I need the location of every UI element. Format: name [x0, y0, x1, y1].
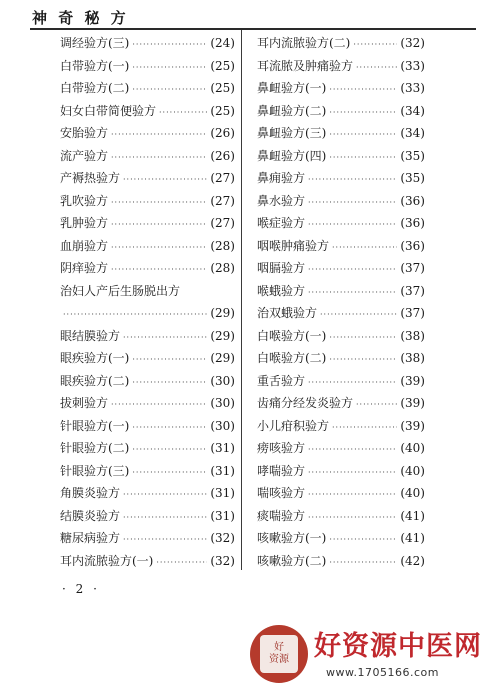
- toc-entry-page: (24): [210, 36, 235, 50]
- dot-leader: [329, 102, 397, 125]
- toc-entry-title: 耳内流脓验方(一): [60, 553, 154, 568]
- dot-leader: [308, 462, 397, 485]
- toc-entry-page: (41): [400, 508, 425, 523]
- dot-leader: [111, 192, 207, 215]
- toc-entry-page: (32): [400, 36, 425, 50]
- seal-text-bottom: 资源: [269, 654, 289, 665]
- dot-leader: [308, 214, 397, 237]
- dot-leader: [123, 529, 207, 552]
- toc-entry-page: (29): [210, 328, 235, 343]
- toc-entry: [60, 235, 235, 258]
- toc-entry-title: 血崩验方: [60, 238, 109, 253]
- toc-entry-page: (26): [210, 126, 235, 140]
- dot-leader: [329, 79, 397, 102]
- toc-entry-page: (36): [400, 238, 425, 253]
- dot-leader: [111, 259, 207, 282]
- toc-entry: [257, 235, 425, 258]
- toc-entry: [60, 32, 235, 55]
- toc-entry-title: 流产验方: [60, 148, 109, 163]
- toc-entry-title: 阴痒验方: [60, 261, 109, 275]
- toc-entry: [257, 190, 425, 213]
- dot-leader: [329, 552, 397, 575]
- dot-leader: [132, 349, 207, 372]
- toc-entry-title: 耳流脓及肿痛验方: [257, 58, 354, 73]
- toc-entry-title: 喉症验方: [257, 216, 306, 230]
- toc-entry-page: (32): [210, 531, 235, 545]
- toc-entry-page: (32): [210, 553, 235, 568]
- dot-leader: [111, 147, 207, 170]
- toc-entry-title: 哮喘验方: [257, 463, 306, 478]
- dot-leader: [353, 34, 397, 57]
- toc-entry-title: 安胎验方: [60, 126, 109, 140]
- toc-entry-page: (27): [210, 216, 235, 230]
- toc-entry-title: 小儿疳积验方: [257, 418, 330, 433]
- toc-entry-title: 针眼验方(二): [60, 441, 130, 455]
- watermark-site-name: 好资源中医网: [314, 631, 482, 662]
- toc-entry-title: 白带验方(二): [60, 81, 130, 95]
- toc-entry: [60, 505, 235, 528]
- toc-entry-title: 鼻衄验方(一): [257, 81, 327, 95]
- toc-entry-page: (27): [210, 171, 235, 185]
- toc-entry-title: 治双蛾验方: [257, 306, 318, 320]
- dot-leader: [329, 349, 397, 372]
- toc-entry: [60, 77, 235, 100]
- toc-entry-title: 妇女白带简便验方: [60, 103, 157, 118]
- page-number: · 2 ·: [62, 582, 100, 596]
- toc-entry: [257, 55, 425, 78]
- toc-entry: [257, 212, 425, 235]
- toc-entry: [60, 392, 235, 415]
- toc-entry-page: (30): [210, 418, 235, 433]
- dot-leader: [332, 237, 397, 260]
- dot-leader: [132, 34, 207, 57]
- toc-entry-page: (28): [210, 261, 235, 275]
- toc-entry: [257, 325, 425, 348]
- toc-entry: [60, 415, 235, 438]
- toc-entry-title: 针眼验方(一): [60, 418, 130, 433]
- toc-entry-title: 咽膈验方: [257, 261, 306, 275]
- toc-entry-page: (28): [210, 238, 235, 253]
- toc-entry: [60, 370, 235, 393]
- watermark-url: www.1705166.com: [326, 666, 439, 679]
- toc-entry-title: 耳内流脓验方(二): [257, 36, 351, 50]
- toc-entry-page: (27): [210, 193, 235, 208]
- toc-entry: [257, 257, 425, 280]
- dot-leader: [111, 237, 207, 260]
- toc-entry: [60, 190, 235, 213]
- toc-entry: [257, 145, 425, 168]
- toc-entry-page: (36): [400, 216, 425, 230]
- toc-entry-page: (25): [210, 103, 235, 118]
- dot-leader: [132, 57, 207, 80]
- toc-entry-title: 鼻衄验方(四): [257, 148, 327, 163]
- toc-entry-page: (35): [400, 148, 425, 163]
- toc-entry-page: (37): [400, 261, 425, 275]
- toc-entry-page: (37): [400, 283, 425, 298]
- toc-entry: [257, 437, 425, 460]
- toc-entry-title: 角膜炎验方: [60, 486, 121, 500]
- toc-entry-title: 眼结膜验方: [60, 328, 121, 343]
- toc-entry: [60, 550, 235, 573]
- toc-entry-title: 喉蛾验方: [257, 283, 306, 298]
- toc-entry-title: 痨咳验方: [257, 441, 306, 455]
- toc-entry-page: (33): [400, 81, 425, 95]
- toc-entry-page: (31): [210, 463, 235, 478]
- toc-entry-title: 鼻水验方: [257, 193, 306, 208]
- dot-leader: [308, 439, 397, 462]
- toc-entry-page: (31): [210, 441, 235, 455]
- toc-entry: [60, 257, 235, 280]
- toc-entry-title: 调经验方(三): [60, 36, 130, 50]
- dot-leader: [308, 169, 397, 192]
- toc-entry: [257, 550, 425, 573]
- toc-entry-page: (34): [400, 126, 425, 140]
- toc-entry-page: (34): [400, 103, 425, 118]
- toc-entry: [60, 437, 235, 460]
- toc-entry-page: (40): [400, 441, 425, 455]
- toc-entry-title: 结膜炎验方: [60, 508, 121, 523]
- dot-leader: [111, 394, 207, 417]
- toc-entry: [257, 280, 425, 303]
- column-divider: [241, 30, 242, 570]
- toc-entry-title: 针眼验方(三): [60, 463, 130, 478]
- dot-leader: [332, 417, 397, 440]
- toc-entry-title: 痰喘验方: [257, 508, 306, 523]
- toc-entry-title: 鼻衄验方(二): [257, 103, 327, 118]
- toc-entry-title: 咽喉肿痛验方: [257, 238, 330, 253]
- toc-entry-page: (30): [210, 396, 235, 410]
- toc-entry: [257, 32, 425, 55]
- toc-entry-page: (26): [210, 148, 235, 163]
- toc-entry-title: 眼疾验方(一): [60, 351, 130, 365]
- toc-entry-page: (38): [400, 328, 425, 343]
- toc-entry-page: (39): [400, 418, 425, 433]
- toc-entry-title: 乳肿验方: [60, 216, 109, 230]
- dot-leader: [123, 327, 207, 350]
- dot-leader: [320, 304, 397, 327]
- toc-entry-page: (25): [210, 58, 235, 73]
- toc-entry: [257, 347, 425, 370]
- toc-entry-title: 拔刺验方: [60, 396, 109, 410]
- toc-entry-page: (37): [400, 306, 425, 320]
- toc-entry-title: 治妇人产后生肠脱出方: [60, 283, 181, 298]
- toc-entry-page: (25): [210, 81, 235, 95]
- toc-entry-page: (36): [400, 193, 425, 208]
- dot-leader: [308, 484, 397, 507]
- toc-entry-page: (29): [210, 306, 235, 320]
- toc-entry: [257, 167, 425, 190]
- toc-entry-page: (33): [400, 58, 425, 73]
- toc-entry-page: (39): [400, 396, 425, 410]
- dot-leader: [308, 372, 397, 395]
- toc-entry-title: 喘咳验方: [257, 486, 306, 500]
- dot-leader: [329, 124, 397, 147]
- toc-entry: [257, 77, 425, 100]
- dot-leader: [156, 552, 207, 575]
- toc-entry-title: 鼻痈验方: [257, 171, 306, 185]
- toc-entry: [257, 392, 425, 415]
- toc-entry-page: (31): [210, 508, 235, 523]
- toc-entry-page: (42): [400, 553, 425, 568]
- toc-entry-title: 眼疾验方(二): [60, 373, 130, 388]
- toc-entry: [257, 415, 425, 438]
- toc-entry: [60, 167, 235, 190]
- toc-entry: [60, 100, 235, 123]
- running-header-title: 神 奇 秘 方: [32, 9, 129, 27]
- dot-leader: [132, 462, 207, 485]
- dot-leader: [123, 507, 207, 530]
- dot-leader: [308, 282, 397, 305]
- toc-entry-page: (39): [400, 373, 425, 388]
- dot-leader: [356, 57, 397, 80]
- toc-entry: [60, 325, 235, 348]
- toc-entry-title: 白喉验方(二): [257, 351, 327, 365]
- seal-text-top: 好: [274, 642, 284, 653]
- toc-entry-title: 糖尿病验方: [60, 531, 121, 545]
- toc-entry: [257, 370, 425, 393]
- dot-leader: [159, 102, 207, 125]
- toc-entry-title: 乳吹验方: [60, 193, 109, 208]
- dot-leader: [132, 79, 207, 102]
- toc-entry-page: (30): [210, 373, 235, 388]
- dot-leader: [111, 124, 207, 147]
- dot-leader: [308, 259, 397, 282]
- toc-entry: [257, 482, 425, 505]
- toc-entry-title: 咳嗽验方(一): [257, 531, 327, 545]
- toc-entry-page: (35): [400, 171, 425, 185]
- dot-leader: [111, 214, 207, 237]
- dot-leader: [132, 372, 207, 395]
- toc-entry: [60, 460, 235, 483]
- toc-entry: [60, 302, 235, 325]
- toc-entry: [60, 55, 235, 78]
- toc-entry-page: (41): [400, 531, 425, 545]
- dot-leader: [356, 394, 397, 417]
- toc-entry-title: 咳嗽验方(二): [257, 553, 327, 568]
- toc-entry-title: 白带验方(一): [60, 58, 130, 73]
- toc-entry-title: 产褥热验方: [60, 171, 121, 185]
- watermark-seal-logo: [250, 625, 308, 683]
- dot-leader: [329, 529, 397, 552]
- toc-entry-page: (38): [400, 351, 425, 365]
- toc-entry-page: (31): [210, 486, 235, 500]
- toc-entry-title: 鼻衄验方(三): [257, 126, 327, 140]
- toc-entry: [257, 505, 425, 528]
- toc-entry: [60, 482, 235, 505]
- toc-entry-page: (40): [400, 486, 425, 500]
- toc-entry: [60, 122, 235, 145]
- dot-leader: [132, 439, 207, 462]
- toc-entry: [257, 302, 425, 325]
- toc-entry: [60, 280, 235, 303]
- toc-left-column: [60, 32, 235, 572]
- toc-entry: [257, 527, 425, 550]
- toc-entry: [60, 212, 235, 235]
- toc-entry: [60, 145, 235, 168]
- toc-right-column: [257, 32, 425, 572]
- toc-entry: [257, 122, 425, 145]
- toc-entry: [60, 347, 235, 370]
- dot-leader: [329, 327, 397, 350]
- header-rule: [30, 28, 476, 30]
- dot-leader: [123, 484, 207, 507]
- dot-leader: [329, 147, 397, 170]
- toc-entry-title: 白喉验方(一): [257, 328, 327, 343]
- toc-entry-page: (29): [210, 351, 235, 365]
- dot-leader: [308, 192, 397, 215]
- toc-entry-title: 重舌验方: [257, 373, 306, 388]
- toc-entry: [60, 527, 235, 550]
- dot-leader: [308, 507, 397, 530]
- toc-entry-page: (40): [400, 463, 425, 478]
- dot-leader: [123, 169, 207, 192]
- toc-entry: [257, 460, 425, 483]
- dot-leader: [132, 417, 207, 440]
- toc-entry: [257, 100, 425, 123]
- toc-entry-title: 齿痛分经发炎验方: [257, 396, 354, 410]
- dot-leader: [63, 304, 207, 327]
